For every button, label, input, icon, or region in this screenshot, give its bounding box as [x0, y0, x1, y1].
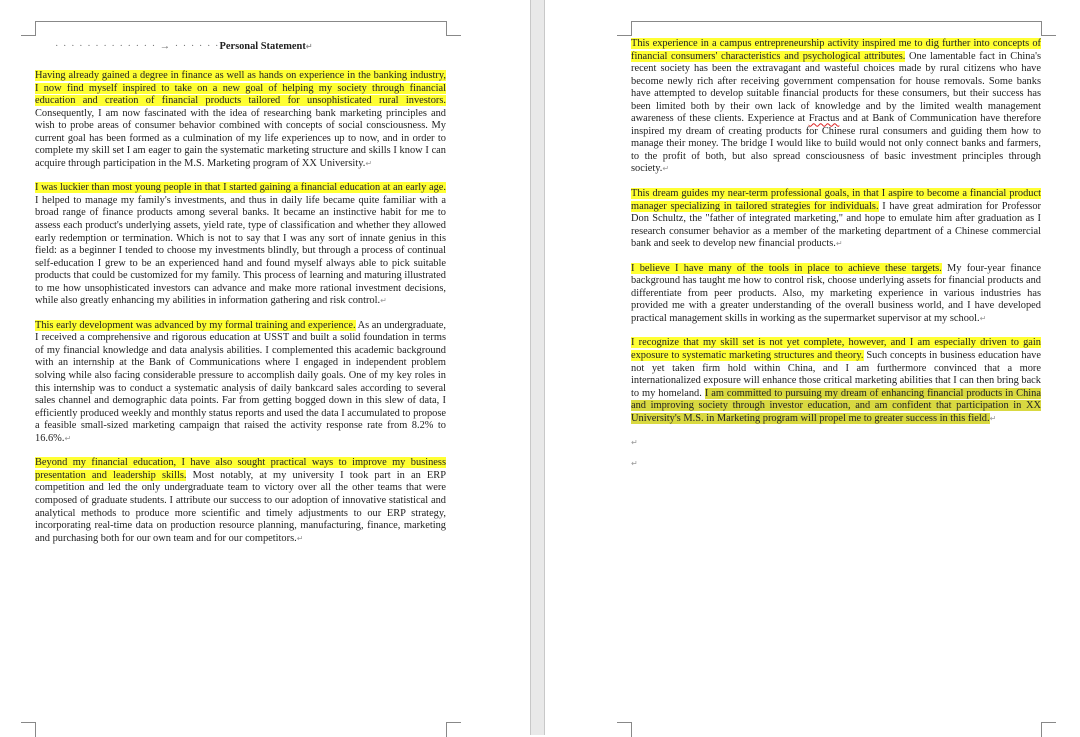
paragraph-mark: ↵	[64, 433, 72, 443]
body-text: Consequently, I am now fascinated with the idea of researching bank marketing principles and wish to probe areas of consumer behavior combined with concepts of social consciousness. My current goal has been formed as a culmination of my life experiences up to now, and in order to complete my skill set I am eager to gain the systematic marketing structure and skills I know I can acquire through participation in the M.S. Marketing program of XX University.	[35, 107, 446, 169]
paragraph[interactable]	[631, 337, 1041, 425]
paragraph-mark: ↵	[380, 296, 387, 306]
title-row[interactable]	[55, 41, 455, 52]
left-page-body[interactable]	[35, 70, 446, 557]
spelling-error-word[interactable]: Fractus	[808, 113, 840, 125]
body-text: I have great admiration for Professor Don Schultz, the "father of integrated marketing," and hope to emulate him after graduation as I research consumer behavior as a member of the marketing department of a Chinese commercial bank and seek to develop new financial products.	[631, 200, 1041, 250]
highlighted-text: I recognize that my skill set is not yet complete, however, and I am especially driven to gain exposure to systematic marketing structures and theory.	[631, 337, 1041, 362]
crop-mark-top-left	[21, 21, 36, 36]
page-gap	[530, 0, 545, 735]
crop-mark-top-right	[446, 21, 461, 36]
paragraph[interactable]	[35, 70, 446, 170]
paragraph-mark: ↵	[296, 533, 304, 543]
highlighted-text: This early development was advanced by my formal training and experience.	[35, 319, 356, 331]
body-text: Most notably, at my university I took part in an ERP competition and led the only undergraduate team to victory over all the other teams that were composed of graduate students. I attribute our success to our adoption of innovative statistical and analytical methods to produce more scientific and timely adjustments to our ERP strategy, incorporating real-time data on production resource planning, manufacturing, finance, marketing and purchasing both for our own team and for our competitors.	[35, 469, 446, 544]
crop-mark-top-right	[1041, 21, 1056, 36]
highlighted-text: I was luckier than most young people in that I started gaining a financial education at an early age.	[35, 182, 446, 194]
body-text: and at Bank of Communication have therefore inspired my dream of creating products for Chinese rural consumers and guiding them how to manage their money. The bridge I would like to build would not only connect banks and farmers, to the profit of both, but also spread consciousness of basic investment principles through society.	[631, 113, 1042, 175]
header-boundary-line	[631, 21, 1041, 22]
paragraph-mark: ↵	[305, 42, 313, 51]
selected-highlighted-text: I am committed to pursuing my dream of enhancing financial products in China and improving society through investor education, and am confident that participation in XX University's M.S. in Marketing program will propel me to greater success in this field.	[631, 387, 1041, 424]
paragraph[interactable]	[35, 457, 446, 545]
paragraph-mark: ↵	[365, 158, 373, 168]
header-boundary-line	[35, 21, 446, 22]
paragraph[interactable]	[35, 320, 446, 445]
paragraph-mark: ↵	[662, 164, 670, 174]
paragraph-mark: ↵	[989, 413, 997, 423]
paragraph[interactable]	[631, 38, 1041, 176]
page-title: Personal Statement	[219, 41, 306, 52]
body-text: As an undergraduate, I received a comprehensive and rigorous education at USST and built a solid foundation in terms of my financial knowledge and data analysis abilities. I complemented this academic background with an internship at the Bank of Communications where I engaged in independent problem solving while also facing considerable pressure to accomplish daily goals. One of my key roles in this internship was to conduct a systematic analysis of daily bankcard sales according to several sales channel and demographic data points. Far from getting bogged down in this slew of data, I efficiently produced weekly and monthly status reports and used the data I accumulated to propose a feasible small-sized marketing campaign that raised the activity response rate from 8.2% to 16.6%.	[35, 319, 446, 444]
paragraph[interactable]	[631, 188, 1041, 251]
paragraph-mark: ↵	[631, 438, 638, 448]
paragraph-mark: ↵	[835, 239, 843, 249]
right-page-body[interactable]	[631, 38, 1041, 482]
document-page-left[interactable]	[0, 0, 530, 735]
paragraph[interactable]	[35, 182, 446, 307]
tab-leader-dots: · · · · · · · · · · · · · → · · · · · ·	[55, 41, 220, 52]
paragraph-mark: ↵	[631, 458, 638, 468]
crop-mark-top-left	[617, 21, 632, 36]
body-text: Such concepts in business education have not yet taken firm hold within China, and I am furthermore convinced that a more internationalized exposure will enhance those critical marketing abilities that I can then bring back to my homeland.	[631, 350, 1041, 399]
highlighted-text: Having already gained a degree in finance as well as hands on experience in the banking industry, I now find myself inspired to take on a new goal of helping my society through financial education and creation of financial products tailored for unsophisticated rural investors.	[35, 70, 446, 107]
body-text: My four-year finance background has taught me how to control risk, choose underlying assets for financial products and differentiate from peer products. Also, my marketing experience in various industries has provided me with a greater understanding of the overall business world, and I have developed practical management skills in working as the supermarket supervisor at my school.	[631, 262, 1041, 324]
empty-paragraph[interactable]	[631, 458, 1041, 471]
highlighted-text: Beyond my financial education, I have also sought practical ways to improve my business presentation and leadership skills.	[35, 457, 446, 481]
body-text: I helped to manage my family's investments, and thus in daily life became quite familiar with a broad range of finance products among several banks. It became an instinctive habit for me to assess each product's underlying assets, yield rate, type of classification and whether they allowed early redemption or termination. Which is not to say that I was any sort of innate genius in this field: as a beginner I tended to choose my investments blindly, but through a process of continual self-education I grew to be an experienced hand and found myself always able to pick suitable products that could be customized for my family. This process of learning and maturing illustrated to me how unsophisticated investors can advance and make more rational investment decisions, while also greatly enhancing my abilities in information gathering and risk control.	[35, 194, 446, 307]
highlighted-text: This experience in a campus entrepreneurship activity inspired me to dig further into concepts of financial consumers' characteristics and psychological attributes.	[631, 38, 1041, 62]
highlighted-text: This dream guides my near-term professional goals, in that I aspire to become a financial product manager specializing in tailored strategies for individuals.	[631, 188, 1041, 212]
paragraph[interactable]	[631, 263, 1041, 326]
highlighted-text: I believe I have many of the tools in place to achieve these targets.	[631, 262, 942, 274]
body-text: One lamentable fact in China's recent society has been the extravagant and wasteful choices made by rural citizens who have become newly rich after receiving government compensation for house removals. Some banks have attempted to develop suitable financial products for these consumers, but their success has been limited both by their own lack of knowledge and by the limited wealth management awareness of these clients. Experience at	[631, 50, 1041, 125]
paragraph-mark: ↵	[979, 313, 987, 323]
empty-paragraph[interactable]	[631, 437, 1041, 450]
